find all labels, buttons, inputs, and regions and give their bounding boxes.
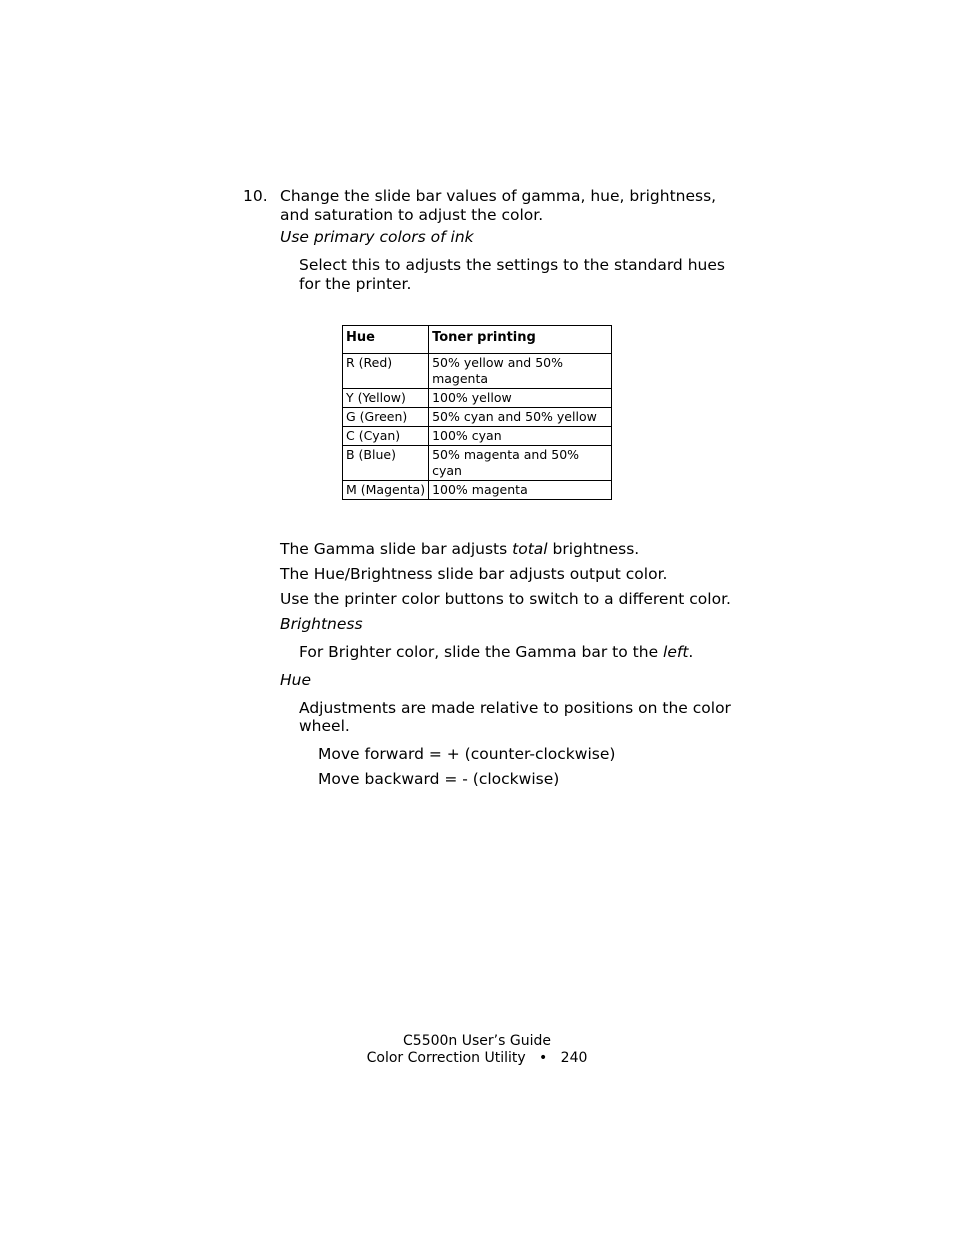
footer-bullet: • bbox=[539, 1050, 548, 1066]
gamma-text-before: The Gamma slide bar adjusts bbox=[280, 540, 513, 558]
toner-cell: 100% yellow bbox=[429, 389, 612, 408]
footer-section-line bbox=[0, 1050, 954, 1067]
toner-cell: 50% yellow and 50% magenta bbox=[429, 354, 612, 389]
hue-cell: B (Blue) bbox=[343, 446, 429, 481]
table-row bbox=[343, 481, 612, 500]
hue-cell: M (Magenta) bbox=[343, 481, 429, 500]
brightness-text-emphasis: left bbox=[663, 643, 689, 661]
step-number: 10. bbox=[243, 187, 268, 205]
toner-cell: 100% magenta bbox=[429, 481, 612, 500]
column-header-hue: Hue bbox=[343, 326, 429, 354]
column-header-toner-printing: Toner printing bbox=[429, 326, 612, 354]
hue-cell: Y (Yellow) bbox=[343, 389, 429, 408]
primary-colors-desc-line-2: for the printer. bbox=[299, 275, 412, 293]
hue-cell: G (Green) bbox=[343, 408, 429, 427]
gamma-text-emphasis: total bbox=[512, 540, 548, 558]
hue-cell: C (Cyan) bbox=[343, 427, 429, 446]
brightness-text-after: . bbox=[688, 643, 694, 661]
toner-cell: 50% magenta and 50% cyan bbox=[429, 446, 612, 481]
footer-title: C5500n User’s Guide bbox=[403, 1033, 551, 1049]
gamma-text-after: brightness. bbox=[547, 540, 640, 558]
page-number: 240 bbox=[560, 1050, 588, 1066]
printer-buttons-paragraph: Use the printer color buttons to switch to a different color. bbox=[280, 590, 731, 608]
table-row bbox=[343, 389, 612, 408]
hue-heading: Hue bbox=[280, 671, 312, 689]
hue-cell: R (Red) bbox=[343, 354, 429, 389]
brightness-heading: Brightness bbox=[280, 615, 363, 633]
hue-desc-line-1: Adjustments are made relative to positions on the color bbox=[299, 699, 731, 717]
table-row bbox=[343, 427, 612, 446]
primary-colors-desc-line-1: Select this to adjusts the settings to the standard hues bbox=[299, 256, 725, 274]
table-row bbox=[343, 446, 612, 481]
gamma-paragraph bbox=[280, 540, 639, 559]
toner-cell: 100% cyan bbox=[429, 427, 612, 446]
table-row bbox=[343, 354, 612, 389]
hue-brightness-paragraph: The Hue/Brightness slide bar adjusts output color. bbox=[280, 565, 668, 583]
toner-cell: 50% cyan and 50% yellow bbox=[429, 408, 612, 427]
move-forward-text: Move forward = + (counter-clockwise) bbox=[318, 745, 616, 763]
primary-colors-heading: Use primary colors of ink bbox=[280, 228, 474, 246]
brightness-text-before: For Brighter color, slide the Gamma bar to the bbox=[299, 643, 664, 661]
hue-toner-table bbox=[342, 325, 612, 500]
step-text-line-1: Change the slide bar values of gamma, hue, brightness, bbox=[280, 187, 717, 205]
brightness-paragraph bbox=[299, 643, 693, 662]
table-header-row bbox=[343, 326, 612, 354]
step-text-line-2: and saturation to adjust the color. bbox=[280, 206, 544, 224]
move-backward-text: Move backward = - (clockwise) bbox=[318, 770, 560, 788]
footer-section: Color Correction Utility bbox=[366, 1050, 526, 1066]
table-row bbox=[343, 408, 612, 427]
hue-desc-line-2: wheel. bbox=[299, 717, 350, 735]
